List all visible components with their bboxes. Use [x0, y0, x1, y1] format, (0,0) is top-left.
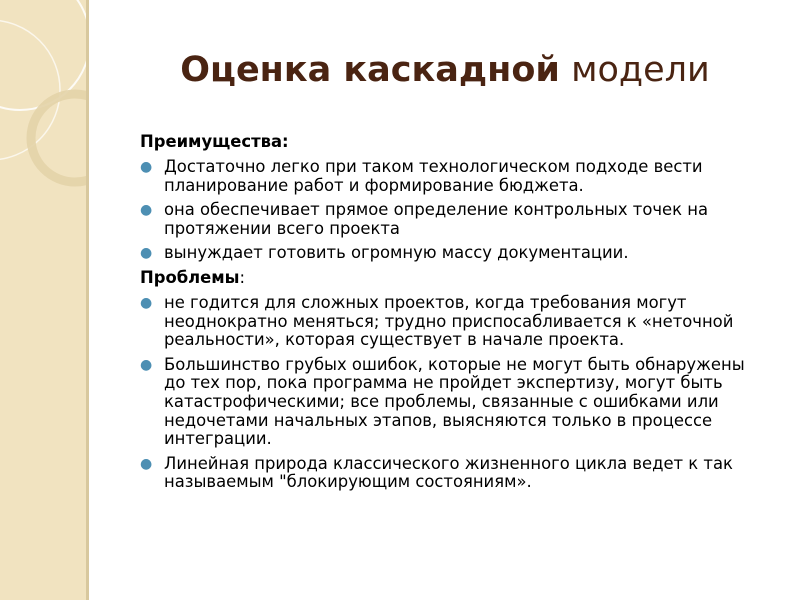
bullet-icon: ●	[140, 356, 153, 373]
bullet-icon: ●	[140, 245, 153, 262]
bullet-icon: ●	[140, 202, 153, 219]
bullet-icon: ●	[140, 294, 153, 311]
list-item	[140, 455, 770, 492]
list-item	[140, 294, 770, 350]
problems-heading-colon: :	[239, 267, 246, 287]
decorative-side-panel	[0, 0, 86, 600]
list-item-text: вынуждает готовить огромную массу документации.	[164, 243, 629, 263]
problems-heading	[140, 269, 770, 287]
slide-title-light: модели	[571, 50, 710, 90]
bullet-icon: ●	[140, 159, 153, 175]
problems-heading-text: Проблемы	[140, 267, 240, 287]
bullet-icon: ●	[140, 455, 153, 472]
problems-list	[140, 294, 770, 492]
list-item-text: Линейная природа классического жизненного цикла ведет к так называемым "блокирующим состояниям».	[164, 453, 733, 492]
slide-title-bold: Оценка каскадной	[180, 50, 560, 90]
list-item-text: Большинство грубых ошибок, которые не могут быть обнаружены до тех пор, пока программа не пройдет экспертизу, могут быть катастрофическими; все проблемы, связанные с ошибками или недочетами начальных этапов, выясняются только в процессе интеграции.	[164, 354, 745, 449]
advantages-heading-text: Преимущества:	[140, 132, 289, 151]
slide-content	[140, 133, 770, 498]
list-item	[140, 201, 770, 238]
decorative-circles-icon	[0, 0, 86, 600]
list-item	[140, 356, 770, 449]
list-item-text: Достаточно легко при таком технологическом подходе вести планирование работ и формирование бюджета.	[164, 157, 703, 195]
list-item-text: не годится для сложных проектов, когда требования могут неоднократно меняться; трудно приспосабливается к «неточной реальности», которая существует в начале проекта.	[164, 292, 734, 350]
slide-title	[110, 50, 780, 90]
side-divider	[86, 0, 89, 600]
list-item-text: она обеспечивает прямое определение контрольных точек на протяжении всего проекта	[164, 200, 708, 238]
list-item	[140, 244, 770, 263]
advantages-heading	[140, 133, 770, 151]
list-item	[140, 158, 770, 195]
advantages-list	[140, 158, 770, 263]
